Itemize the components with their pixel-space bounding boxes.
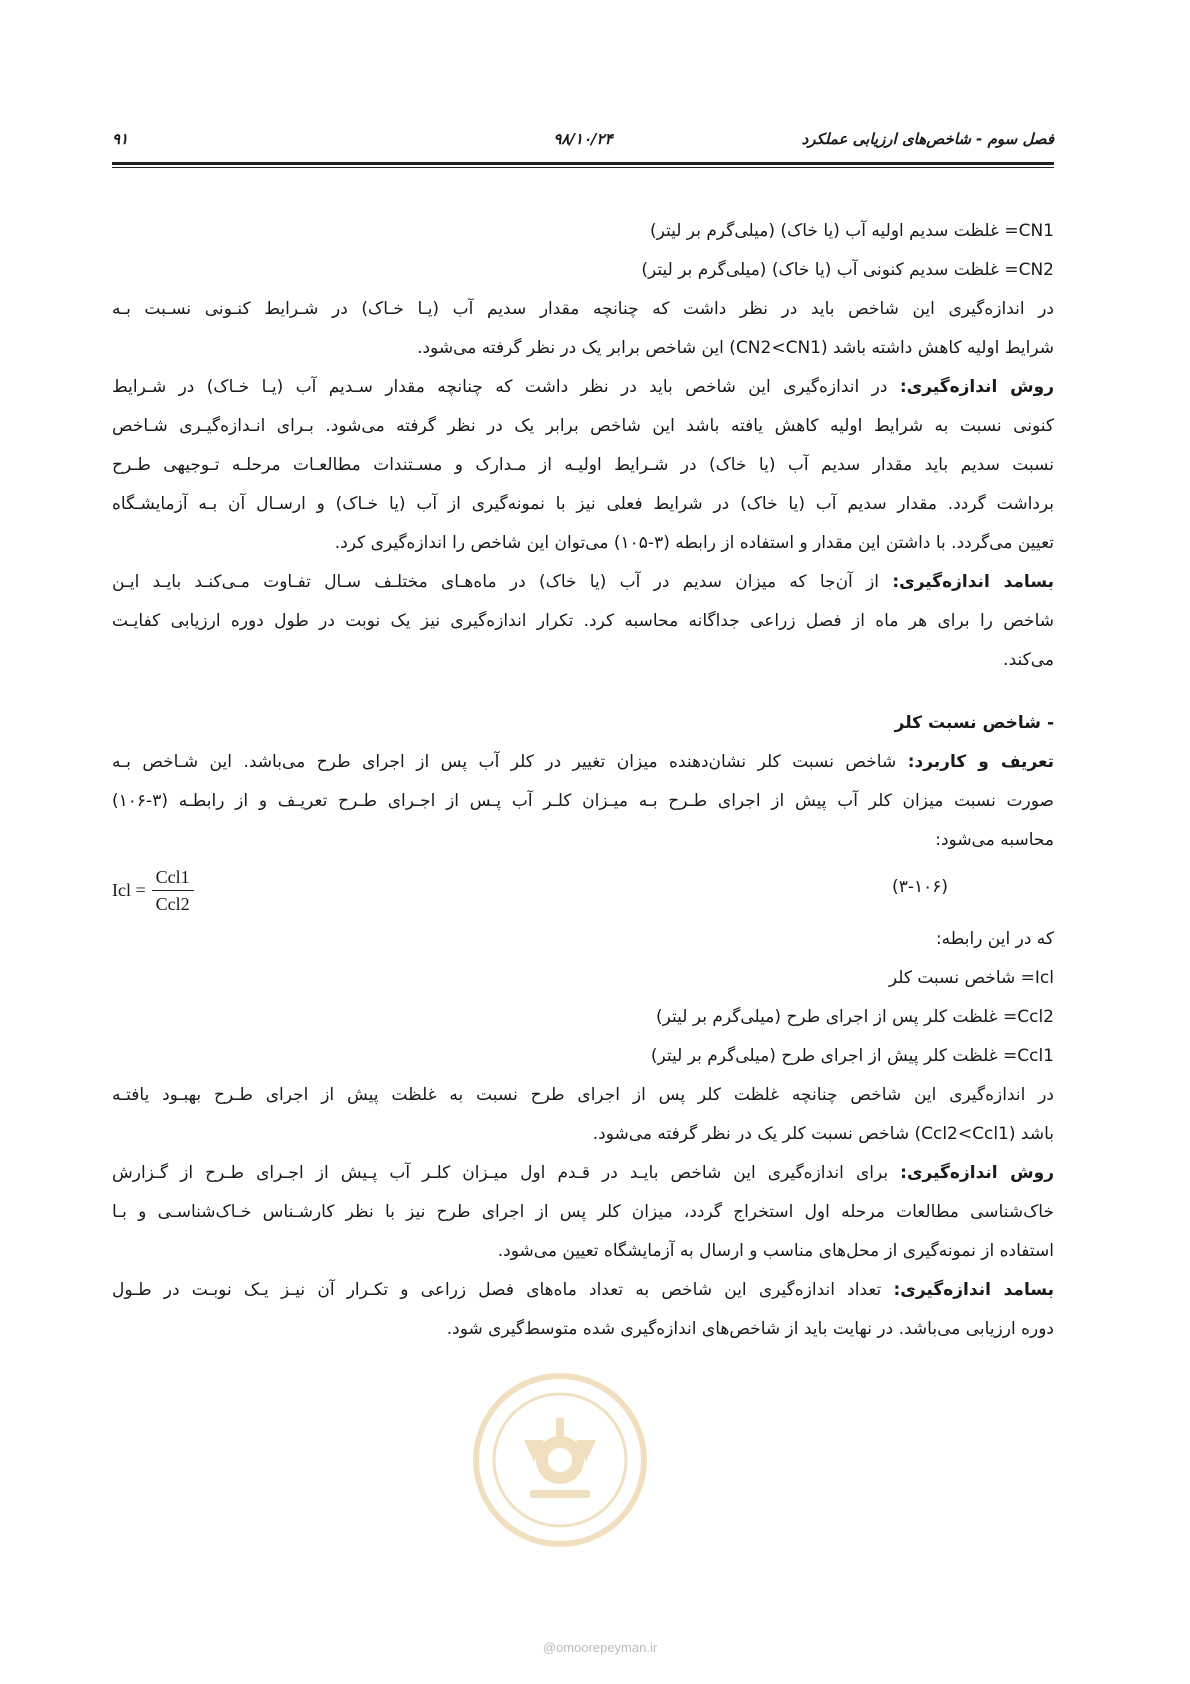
paragraph-frequency-chlorine: بسامد اندازه‌گیری: تعداد اندازه‌گیری این شاخص به تعداد ماه‌های فصل زراعی و تکـرار آن نیـز یـک نوبـت در طـول دوره ارزیابی می‌باشد. در نهایت باید از شاخص‌های اندازه‌گیری شده متوسط‌گیری شود. bbox=[112, 1280, 1054, 1339]
paragraph-frequency-sodium: بسامد اندازه‌گیری: از آن‌جا که میزان سدیم در آب (یا خاک) در ماه‌هـای مختلـف سـال تفـاوت مـی‌کنـد بایـد ایـن شاخص را برای هر ماه از فصل زراعی جداگانه محاسبه کرد. تکرار اندازه‌گیری نیز یک نوبت در طول دوره ارزیابی کفایـت می‌کند. bbox=[112, 572, 1054, 670]
definition-icl: Icl= شاخص نسبت کلر bbox=[888, 968, 1054, 988]
header-date: ۹۸/۱۰/۲۴ bbox=[553, 130, 613, 148]
method-label: روش اندازه‌گیری: bbox=[900, 1163, 1054, 1183]
formula-denominator: Ccl2 bbox=[155, 893, 190, 914]
formula-number: (۳-۱۰۶) bbox=[892, 877, 948, 897]
document-body bbox=[112, 212, 1054, 1349]
formula-lhs: Icl = bbox=[112, 879, 146, 900]
page-number: ۹۱ bbox=[112, 130, 129, 148]
page-header bbox=[112, 130, 1054, 156]
header-rule bbox=[112, 162, 1054, 168]
where-intro: که در این رابطه: bbox=[935, 929, 1054, 949]
paragraph-method-sodium: روش اندازه‌گیری: در اندازه‌گیری این شاخص باید در نظر داشت که چنانچه مقدار سـدیم آب (یـا خـاک) در شـرایط کنونی نسبت به شرایط اولیه کاهش یافته باشد این شاخص برابر یک در نظر گرفته می‌شود. بـرای انـدازه‌گیـری شـاخص نسبت سدیم باید مقدار سدیم آب (یا خاک) در شـرایط اولیـه از مـدارک و مسـتندات مطالعـات مرحلـه تـوجیهی طـرح برداشت گردد. مقدار سدیم آب (یا خاک) در شرایط فعلی نیز با نمونه‌گیری از آب (یا خـاک) و ارسـال آن بـه آزمایشـگاه تعیین می‌گردد. با داشتن این مقدار و استفاده از رابطه (۳-۱۰۵) می‌توان این شاخص را اندازه‌گیری کرد. bbox=[112, 377, 1054, 553]
paragraph-definition-chlorine: تعریف و کاربرد: شاخص نسبت کلر نشان‌دهنده میزان تغییر در کلر آب پس از اجرای طرح می‌باشد. این شـاخص بـه صورت نسبت میزان کلر آب پیش از اجرای طـرح بـه میـزان کلـر آب پـس از اجـرای طـرح تعریـف و از رابطـه (۳-۱۰۶) محاسبه می‌شود: bbox=[112, 752, 1054, 850]
definition-ccl2: Ccl2= غلظت کلر پس از اجرای طرح (میلی‌گرم بر لیتر) bbox=[656, 1007, 1054, 1027]
frequency-label: بسامد اندازه‌گیری: bbox=[892, 572, 1054, 592]
chapter-title: فصل سوم - شاخص‌های ارزیابی عملکرد bbox=[801, 130, 1054, 148]
paragraph-method-chlorine: روش اندازه‌گیری: برای اندازه‌گیری این شاخص بایـد در قـدم اول میـزان کلـر آب پـیش از اجـرای طـرح از گـزارش خاک‌شناسی مطالعات مرحله اول استخراج گردد، میزان کلر پس از اجرای طرح نیز با نظر کارشـناس خـاک‌شناسـی و بـا استفاده از نمونه‌گیری از محل‌های مناسب و ارسال به آزمایشگاه تعیین می‌شود. bbox=[112, 1163, 1054, 1261]
formula-row bbox=[112, 860, 1054, 920]
watermark-seal-icon bbox=[470, 1370, 650, 1550]
formula-numerator: Ccl1 bbox=[152, 866, 194, 891]
definition-ccl1: Ccl1= غلظت کلر پیش از اجرای طرح (میلی‌گرم بر لیتر) bbox=[650, 1046, 1054, 1066]
watermark-url: @omoorepeyman.ir bbox=[542, 1640, 658, 1655]
definition-cn2: CN2= غلظت سدیم کنونی آب (یا خاک) (میلی‌گرم بر لیتر) bbox=[641, 260, 1054, 280]
method-label: روش اندازه‌گیری: bbox=[899, 377, 1054, 397]
frequency-label: بسامد اندازه‌گیری: bbox=[893, 1280, 1054, 1300]
definition-cn1: CN1= غلظت سدیم اولیه آب (یا خاک) (میلی‌گرم بر لیتر) bbox=[649, 221, 1054, 241]
formula-fraction bbox=[152, 866, 194, 915]
paragraph-condition-chlorine: در اندازه‌گیری این شاخص چنانچه غلظت کلر پس از اجرای طرح نسبت به غلظت پیش از اجرای طـرح بهبـود یافتـه باشد (Ccl2<Ccl1) شاخص نسبت کلر یک در نظر گرفته می‌شود. bbox=[112, 1085, 1054, 1144]
paragraph-condition-sodium: در اندازه‌گیری این شاخص باید در نظر داشت که چنانچه مقدار سدیم آب (یـا خـاک) در شـرایط کنـونی نسـبت بـه شرایط اولیه کاهش داشته باشد (CN2<CN1) این شاخص برابر یک در نظر گرفته می‌شود. bbox=[112, 299, 1054, 358]
definition-label: تعریف و کاربرد: bbox=[907, 752, 1054, 772]
formula bbox=[112, 860, 194, 920]
section-heading: - شاخص نسبت کلر bbox=[894, 713, 1054, 733]
